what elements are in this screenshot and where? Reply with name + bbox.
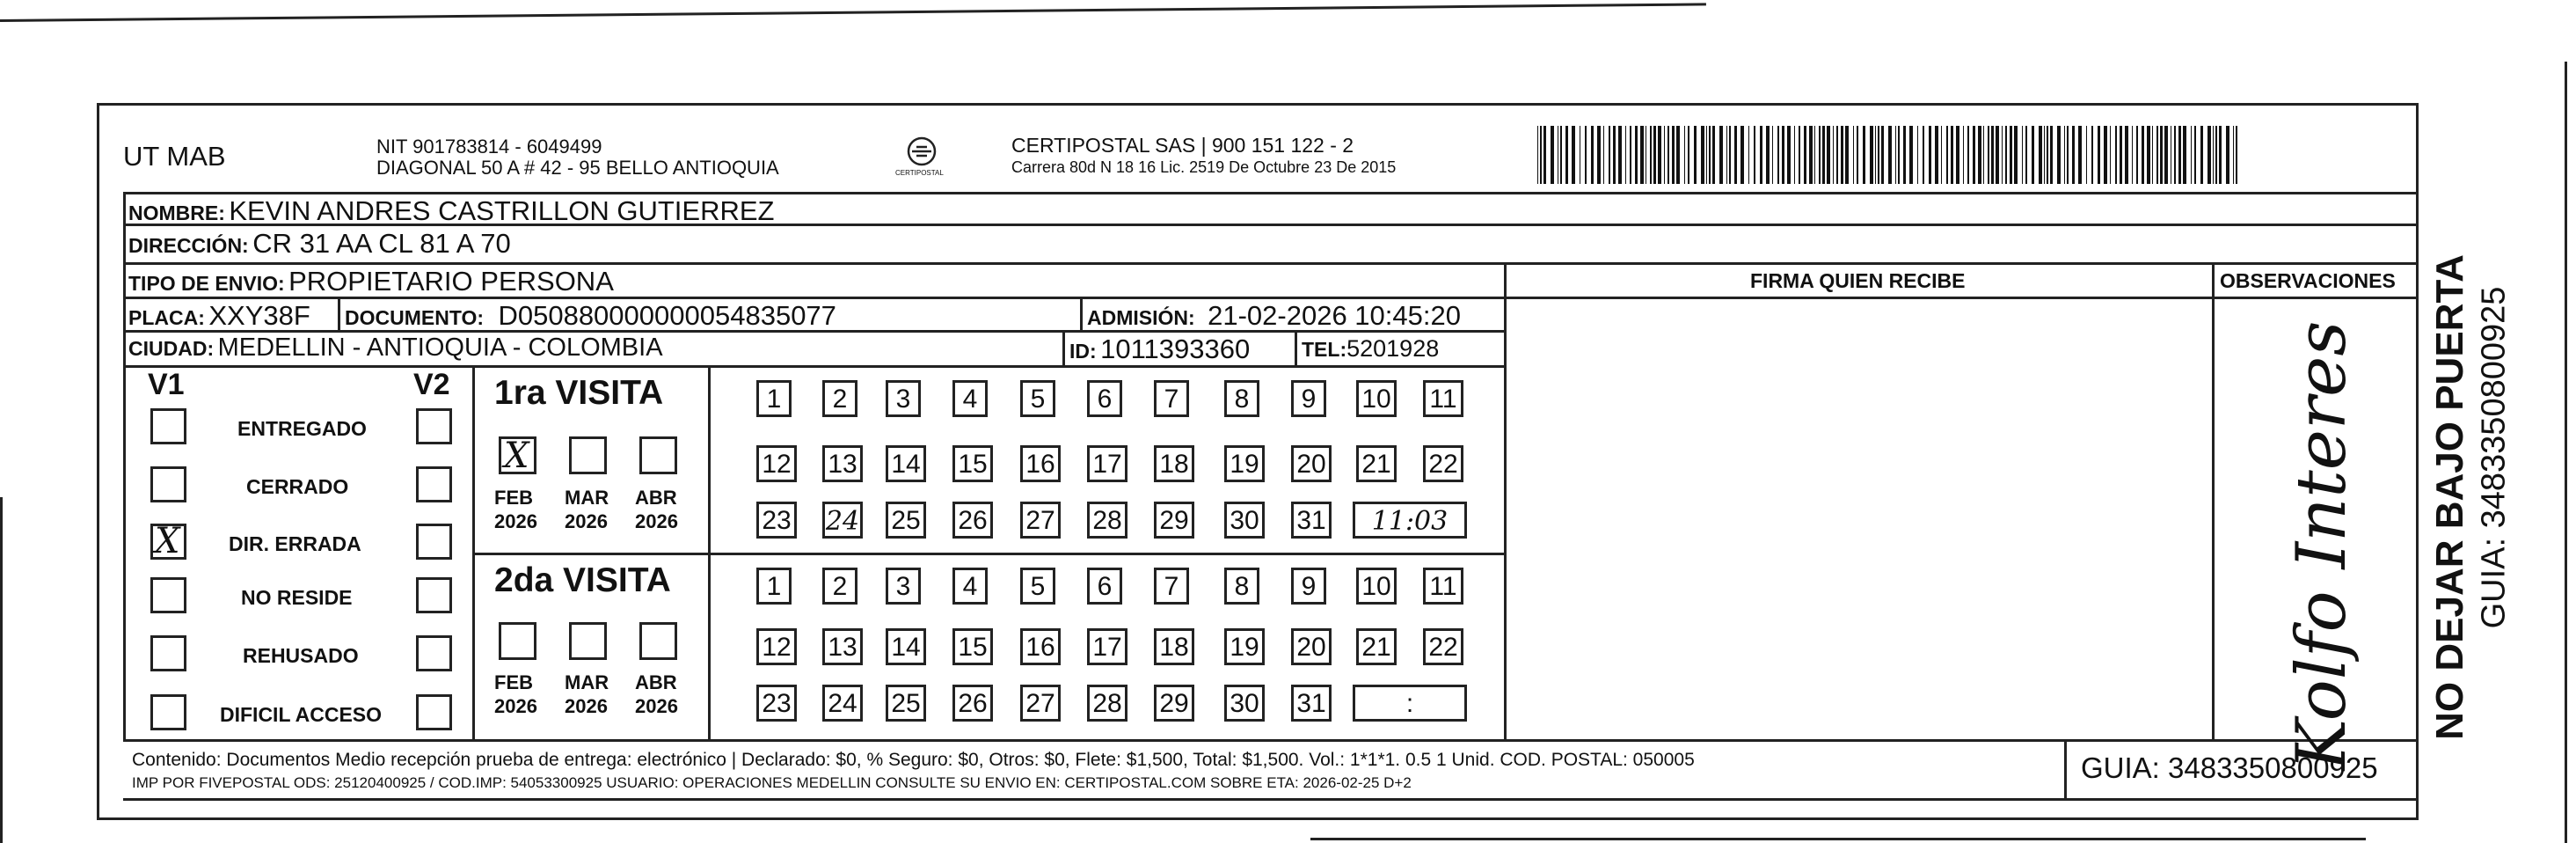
documento-value: D050880000000054835077 bbox=[498, 300, 836, 331]
day-box[interactable] bbox=[756, 380, 792, 417]
ciudad-label: CIUDAD: bbox=[128, 337, 215, 360]
status-label: CERRADO bbox=[246, 475, 349, 498]
visit1-title: 1ra VISITA bbox=[494, 374, 664, 412]
documento-field bbox=[345, 300, 836, 332]
admision-value: 21-02-2026 10:45:20 bbox=[1208, 300, 1461, 331]
day-number: 29 bbox=[1159, 689, 1189, 718]
day-number: 7 bbox=[1164, 572, 1179, 601]
status-label: REHUSADO bbox=[243, 644, 359, 667]
month-year: 2026 bbox=[494, 510, 537, 532]
tipo-label: TIPO DE ENVIO: bbox=[128, 272, 285, 295]
day-number: 6 bbox=[1097, 385, 1113, 414]
day-number: 12 bbox=[762, 633, 792, 662]
tel-label: TEL: bbox=[1302, 338, 1347, 361]
tel-field bbox=[1302, 335, 1439, 363]
v1-checkbox[interactable] bbox=[150, 521, 186, 561]
v2-checkbox[interactable] bbox=[416, 635, 452, 671]
v2-checkbox[interactable] bbox=[416, 694, 452, 730]
day-box[interactable] bbox=[1224, 685, 1265, 722]
nombre-field bbox=[128, 195, 774, 227]
v2-checkbox[interactable] bbox=[416, 577, 452, 613]
id-field bbox=[1069, 334, 1250, 365]
day-number: 30 bbox=[1230, 689, 1259, 718]
v2-checkbox[interactable] bbox=[416, 408, 452, 444]
day-number: 7 bbox=[1164, 385, 1179, 414]
day-number: 27 bbox=[1025, 689, 1055, 718]
row-line-3 bbox=[123, 262, 2419, 265]
v1-header: V1 bbox=[148, 368, 185, 401]
day-number: 26 bbox=[958, 506, 988, 535]
day-box[interactable] bbox=[1154, 685, 1194, 722]
day-number: 2 bbox=[832, 385, 848, 414]
direccion-label: DIRECCIÓN: bbox=[128, 234, 249, 257]
month-year: 2026 bbox=[635, 510, 678, 532]
day-number: 8 bbox=[1234, 385, 1250, 414]
company-license: Carrera 80d N 18 16 Lic. 2519 De Octubre 23 De 2015 bbox=[1011, 158, 1397, 176]
v2-checkbox[interactable] bbox=[416, 524, 452, 560]
day-box[interactable] bbox=[886, 380, 921, 417]
row-line-1 bbox=[123, 192, 2419, 194]
id-label: ID: bbox=[1069, 340, 1097, 363]
day-number: 11 bbox=[1429, 385, 1457, 414]
scan-edge-right bbox=[2565, 62, 2567, 843]
nombre-label: NOMBRE: bbox=[128, 202, 225, 224]
day-box[interactable] bbox=[952, 502, 993, 539]
day-number: 4 bbox=[962, 385, 978, 414]
day-number: 8 bbox=[1234, 572, 1250, 601]
v2-checkbox[interactable] bbox=[416, 466, 452, 502]
day-box[interactable] bbox=[1291, 685, 1332, 722]
day-box[interactable] bbox=[886, 568, 921, 605]
company-name: CERTIPOSTAL SAS | 900 151 122 - 2 bbox=[1011, 134, 1354, 157]
month-name: ABR bbox=[635, 487, 677, 509]
status-label: DIFICIL ACCESO bbox=[220, 703, 383, 726]
ciudad-value: MEDELLIN - ANTIOQUIA - COLOMBIA bbox=[217, 334, 663, 362]
left-border bbox=[123, 192, 126, 742]
vsep-guia-footer bbox=[2064, 739, 2067, 801]
day-number: 3 bbox=[895, 572, 911, 601]
day-number: 16 bbox=[1025, 633, 1055, 662]
day-number: 31 bbox=[1296, 506, 1326, 535]
day-box[interactable] bbox=[1020, 685, 1061, 722]
day-number: 26 bbox=[958, 689, 988, 718]
month-name: FEB bbox=[494, 487, 533, 509]
firma-label: FIRMA QUIEN RECIBE bbox=[1750, 269, 1966, 292]
month-mark: X bbox=[504, 436, 529, 476]
month-year: 2026 bbox=[565, 510, 608, 532]
documento-label: DOCUMENTO: bbox=[345, 306, 485, 329]
id-value: 1011393360 bbox=[1100, 334, 1251, 364]
day-box[interactable] bbox=[886, 685, 926, 722]
month-name: MAR bbox=[565, 671, 609, 693]
day-box[interactable] bbox=[1020, 445, 1061, 482]
month-checkbox[interactable] bbox=[499, 622, 536, 660]
day-box[interactable] bbox=[1020, 628, 1061, 665]
day-number: 21 bbox=[1361, 633, 1391, 662]
day-box[interactable] bbox=[822, 628, 863, 665]
day-box[interactable] bbox=[1154, 380, 1189, 417]
month-name: MAR bbox=[565, 487, 609, 509]
day-box[interactable] bbox=[822, 568, 857, 605]
day-box[interactable] bbox=[1291, 445, 1332, 482]
month-name: ABR bbox=[635, 671, 677, 693]
day-box[interactable] bbox=[1087, 568, 1122, 605]
vsep-tel bbox=[1295, 330, 1297, 365]
day-box[interactable] bbox=[822, 380, 857, 417]
time-box[interactable] bbox=[1353, 502, 1467, 539]
day-number: 19 bbox=[1230, 633, 1259, 662]
time-value: : bbox=[1405, 689, 1414, 718]
v1-checkbox[interactable] bbox=[150, 466, 186, 502]
day-number: 10 bbox=[1361, 572, 1391, 601]
day-box[interactable] bbox=[1291, 568, 1326, 605]
row-line-footer bbox=[123, 739, 2419, 742]
v2-header: V2 bbox=[413, 368, 450, 401]
day-number: 10 bbox=[1361, 385, 1391, 414]
v1-checkbox[interactable] bbox=[150, 408, 186, 444]
time-box[interactable] bbox=[1353, 685, 1467, 722]
month-checkbox[interactable] bbox=[639, 622, 677, 660]
footer-guia: GUIA: 3483350800925 bbox=[2081, 751, 2378, 784]
day-box[interactable] bbox=[1224, 628, 1265, 665]
day-number: 27 bbox=[1025, 506, 1055, 535]
day-box[interactable] bbox=[952, 568, 988, 605]
day-number: 12 bbox=[762, 450, 792, 479]
day-number: 11 bbox=[1429, 572, 1457, 601]
day-box[interactable] bbox=[1087, 628, 1127, 665]
day-number: 15 bbox=[958, 633, 988, 662]
day-box[interactable] bbox=[1020, 568, 1055, 605]
day-number: 23 bbox=[762, 689, 792, 718]
v1-mark: X bbox=[155, 521, 180, 561]
day-box[interactable] bbox=[1356, 628, 1397, 665]
day-box[interactable] bbox=[952, 685, 993, 722]
month-year: 2026 bbox=[494, 695, 537, 717]
day-number: 5 bbox=[1030, 385, 1046, 414]
day-box[interactable] bbox=[1224, 380, 1259, 417]
day-box[interactable] bbox=[1291, 502, 1332, 539]
v1-checkbox[interactable] bbox=[150, 694, 186, 730]
status-label: DIR. ERRADA bbox=[229, 532, 361, 555]
placa-label: PLACA: bbox=[128, 306, 205, 329]
day-box[interactable] bbox=[756, 568, 792, 605]
status-label: ENTREGADO bbox=[237, 417, 367, 440]
day-number: 18 bbox=[1159, 450, 1189, 479]
day-number: 23 bbox=[762, 506, 792, 535]
ciudad-field bbox=[128, 334, 663, 363]
day-number: 29 bbox=[1159, 506, 1189, 535]
scan-edge-top bbox=[0, 3, 1706, 22]
vsep-obs bbox=[2212, 262, 2215, 742]
footer-imp: IMP POR FIVEPOSTAL ODS: 25120400925 / COD.IMP: 54053300925 USUARIO: OPERACIONES MEDELLIN CONSULTE SU ENVIO EN: CERTIPOSTAL.COM SOBRE ETA: 2026-02-25 D+2 bbox=[132, 774, 1412, 791]
row-line-obs bbox=[1504, 297, 2419, 299]
month-checkbox[interactable] bbox=[569, 622, 607, 660]
day-number: 2 bbox=[832, 572, 848, 601]
v1-checkbox[interactable] bbox=[150, 635, 186, 671]
day-number: 20 bbox=[1296, 633, 1326, 662]
day-number: 16 bbox=[1025, 450, 1055, 479]
handwritten-signature: Kolfo Interes bbox=[2282, 320, 2361, 771]
day-box[interactable] bbox=[1224, 502, 1265, 539]
placa-field bbox=[128, 300, 310, 332]
logo-text: CERTIPOSTAL bbox=[895, 169, 944, 177]
scan-edge-bottom bbox=[1310, 838, 2366, 840]
day-box[interactable] bbox=[1087, 445, 1127, 482]
day-box[interactable] bbox=[1154, 568, 1189, 605]
day-number: 1 bbox=[766, 385, 782, 414]
day-number: 1 bbox=[766, 572, 782, 601]
time-value: 11:03 bbox=[1371, 505, 1449, 537]
day-number: 25 bbox=[891, 689, 921, 718]
day-number: 4 bbox=[962, 572, 978, 601]
day-box[interactable] bbox=[1154, 502, 1194, 539]
month-year: 2026 bbox=[565, 695, 608, 717]
day-number: 25 bbox=[891, 506, 921, 535]
barcode bbox=[1537, 126, 2241, 184]
scan-edge-left bbox=[0, 497, 3, 843]
month-checkbox[interactable] bbox=[569, 436, 607, 474]
day-number: 22 bbox=[1428, 633, 1458, 662]
day-number: 9 bbox=[1301, 572, 1317, 601]
day-number: 17 bbox=[1092, 633, 1122, 662]
tipo-field bbox=[128, 266, 614, 297]
bottom-border bbox=[123, 798, 2419, 801]
vsep-placa bbox=[338, 297, 340, 330]
day-box[interactable] bbox=[1224, 445, 1265, 482]
day-box[interactable] bbox=[886, 628, 926, 665]
day-box[interactable] bbox=[1087, 685, 1127, 722]
sender-nit: NIT 901783814 - 6049499 bbox=[376, 136, 602, 158]
day-box[interactable] bbox=[1154, 628, 1194, 665]
day-number: 28 bbox=[1092, 506, 1122, 535]
tipo-value: PROPIETARIO PERSONA bbox=[288, 266, 614, 297]
day-number: 21 bbox=[1361, 450, 1391, 479]
admision-label: ADMISIÓN: bbox=[1087, 306, 1195, 329]
day-number: 19 bbox=[1230, 450, 1259, 479]
day-box[interactable] bbox=[756, 502, 797, 539]
month-checkbox[interactable] bbox=[499, 436, 536, 474]
day-number: 31 bbox=[1296, 689, 1326, 718]
day-number: 15 bbox=[958, 450, 988, 479]
day-box[interactable] bbox=[1020, 380, 1055, 417]
day-number: 13 bbox=[828, 450, 857, 479]
day-box[interactable] bbox=[1423, 568, 1463, 605]
day-box[interactable] bbox=[1087, 502, 1127, 539]
day-box[interactable] bbox=[756, 628, 797, 665]
day-box[interactable] bbox=[756, 685, 797, 722]
status-label: NO RESIDE bbox=[241, 586, 353, 609]
direccion-value: CR 31 AA CL 81 A 70 bbox=[252, 228, 511, 259]
day-box[interactable] bbox=[886, 502, 926, 539]
day-box[interactable] bbox=[1020, 502, 1061, 539]
day-box[interactable] bbox=[1154, 445, 1194, 482]
month-name: FEB bbox=[494, 671, 533, 693]
hsep-visits bbox=[472, 553, 1504, 555]
day-box[interactable] bbox=[1087, 380, 1122, 417]
day-box[interactable] bbox=[822, 445, 863, 482]
day-box[interactable] bbox=[1356, 445, 1397, 482]
side-no-dejar: NO DEJAR BAJO PUERTA bbox=[2428, 254, 2471, 740]
day-box[interactable] bbox=[1291, 628, 1332, 665]
day-number: 14 bbox=[891, 450, 921, 479]
v1-checkbox[interactable] bbox=[150, 577, 186, 613]
day-number: 28 bbox=[1092, 689, 1122, 718]
vsep-id bbox=[1062, 330, 1065, 365]
day-number: 22 bbox=[1428, 450, 1458, 479]
day-box[interactable] bbox=[952, 445, 993, 482]
day-box[interactable] bbox=[822, 502, 863, 539]
day-box[interactable] bbox=[1423, 380, 1463, 417]
sender-name: UT MAB bbox=[123, 141, 226, 172]
day-number: 9 bbox=[1301, 385, 1317, 414]
day-box[interactable] bbox=[1423, 445, 1463, 482]
footer-contenido: Contenido: Documentos Medio recepción prueba de entrega: electrónico | Declarado: $0, % Seguro: $0, Otros: $0, Flete: $1,500, Total: $1,500. Vol.: 1*1*1. 0.5 1 Unid. COD. POSTAL: 050005 bbox=[132, 750, 1695, 770]
day-box[interactable] bbox=[756, 445, 797, 482]
day-number: 13 bbox=[828, 633, 857, 662]
day-number: 6 bbox=[1097, 572, 1113, 601]
row-line-6 bbox=[123, 365, 1504, 368]
tel-value: 5201928 bbox=[1346, 335, 1440, 362]
day-box[interactable] bbox=[952, 628, 993, 665]
day-number: 24 bbox=[828, 689, 857, 718]
day-number: 17 bbox=[1092, 450, 1122, 479]
admision-field bbox=[1087, 300, 1461, 332]
day-box[interactable] bbox=[1356, 380, 1397, 417]
month-year: 2026 bbox=[635, 695, 678, 717]
visit2-title: 2da VISITA bbox=[494, 561, 671, 599]
day-box[interactable] bbox=[952, 380, 988, 417]
day-number: 18 bbox=[1159, 633, 1189, 662]
day-box[interactable] bbox=[886, 445, 926, 482]
observaciones-label: OBSERVACIONES bbox=[2220, 269, 2396, 292]
month-checkbox[interactable] bbox=[639, 436, 677, 474]
day-number: 24 bbox=[825, 505, 860, 537]
vsep-firma bbox=[1504, 262, 1507, 742]
day-box[interactable] bbox=[822, 685, 863, 722]
day-number: 20 bbox=[1296, 450, 1326, 479]
day-number: 30 bbox=[1230, 506, 1259, 535]
day-number: 14 bbox=[891, 633, 921, 662]
day-box[interactable] bbox=[1356, 568, 1397, 605]
certipostal-logo bbox=[897, 132, 946, 181]
day-box[interactable] bbox=[1423, 628, 1463, 665]
placa-value: XXY38F bbox=[208, 300, 310, 331]
nombre-value: KEVIN ANDRES CASTRILLON GUTIERREZ bbox=[229, 195, 775, 226]
vsep-admision bbox=[1080, 297, 1083, 330]
day-box[interactable] bbox=[1224, 568, 1259, 605]
right-border bbox=[2416, 192, 2419, 801]
sender-address: DIAGONAL 50 A # 42 - 95 BELLO ANTIOQUIA bbox=[376, 157, 779, 179]
day-box[interactable] bbox=[1291, 380, 1326, 417]
day-number: 3 bbox=[895, 385, 911, 414]
day-number: 5 bbox=[1030, 572, 1046, 601]
side-guia: GUIA: 3483350800925 bbox=[2475, 286, 2513, 629]
direccion-field bbox=[128, 228, 511, 260]
